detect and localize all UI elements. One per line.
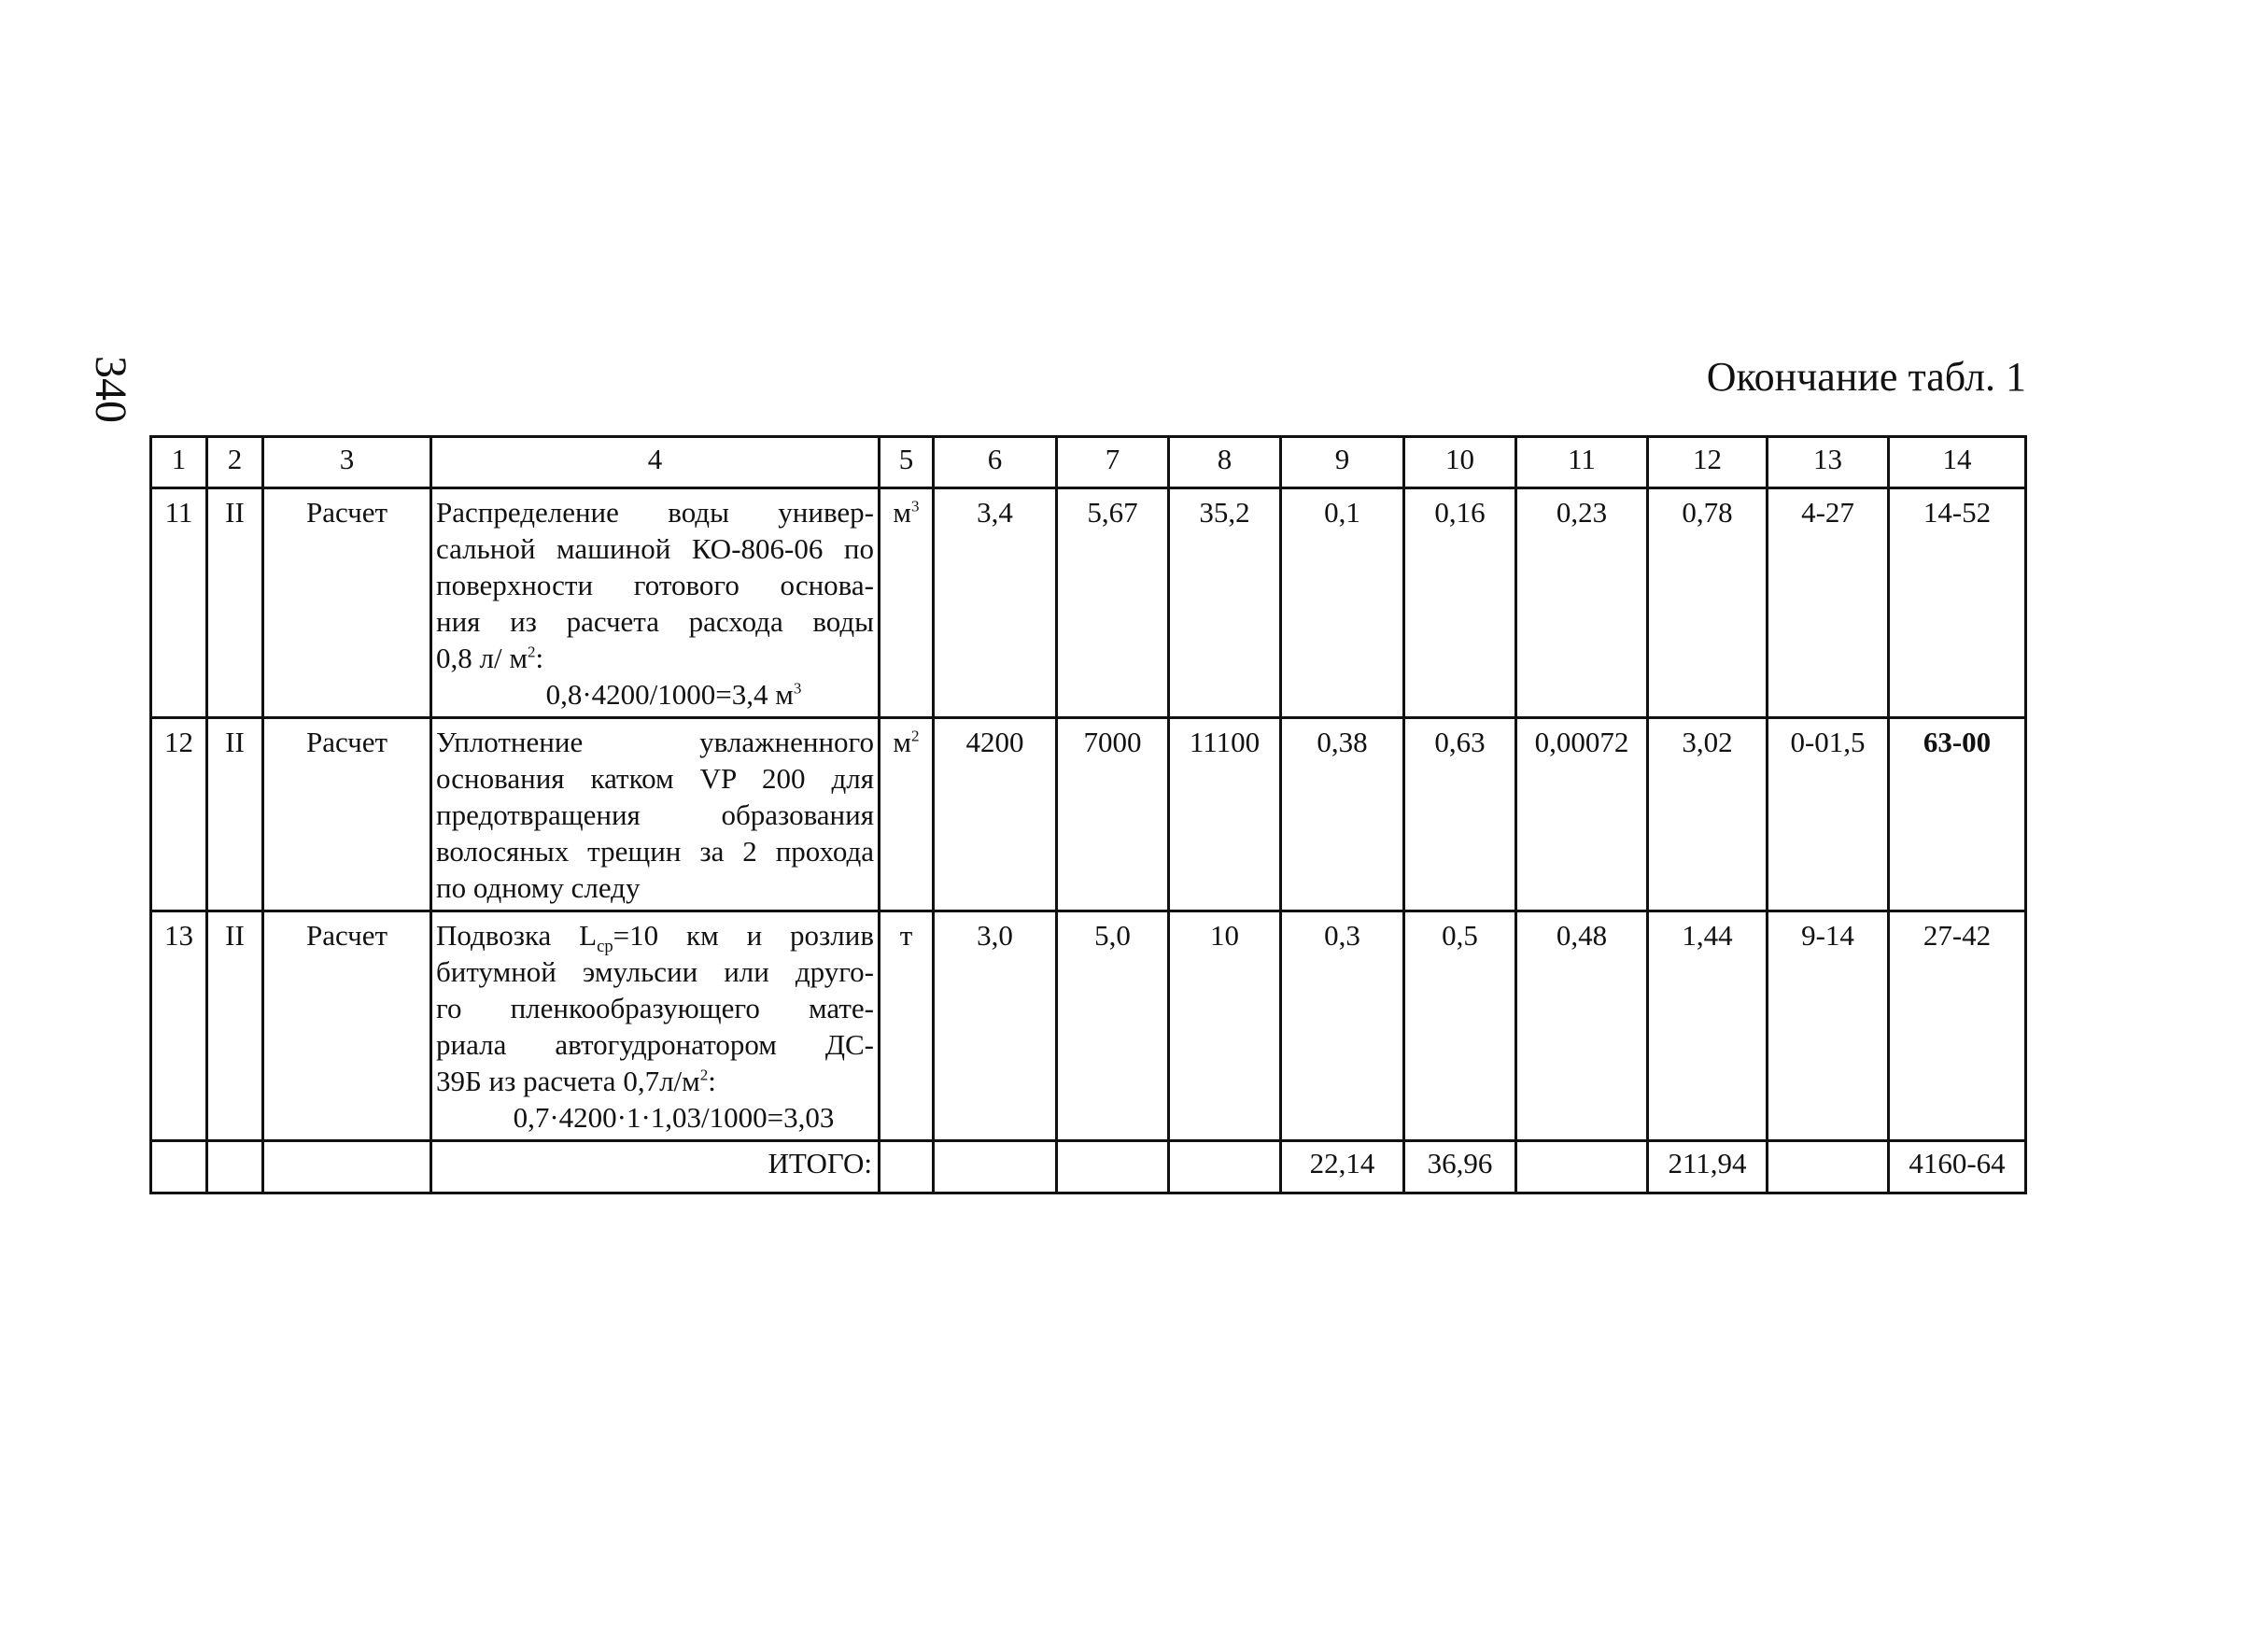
header-cell: 5 <box>880 437 934 488</box>
formula: 0,7·4200·1·1,03/1000=3,03 <box>513 1101 835 1134</box>
cell-col6: 3,4 <box>934 488 1057 718</box>
cell-col10: 0,5 <box>1404 911 1516 1141</box>
total-col10: 36,96 <box>1404 1141 1516 1193</box>
cell-col12: 0,78 <box>1648 488 1768 718</box>
cell-col11: 0,00072 <box>1516 718 1648 911</box>
description-line: сальной машиной КО-806-06 по <box>436 532 874 565</box>
superscript: 3 <box>793 679 802 698</box>
header-cell: 4 <box>431 437 880 488</box>
empty-cell <box>1768 1141 1889 1193</box>
empty-cell <box>263 1141 431 1193</box>
row-description <box>431 488 880 718</box>
cell-col10: 0,63 <box>1404 718 1516 911</box>
description-line: битумной эмульсии или друго- <box>436 955 874 988</box>
cell-col13: 9-14 <box>1768 911 1889 1141</box>
page-number: 340 <box>86 356 135 423</box>
table-header-row <box>151 437 2026 488</box>
total-col9: 22,14 <box>1281 1141 1404 1193</box>
cell-col9: 0,38 <box>1281 718 1404 911</box>
empty-cell <box>1516 1141 1648 1193</box>
superscript: 2 <box>911 727 920 745</box>
row-number: 12 <box>151 718 207 911</box>
table-row <box>151 911 2026 1141</box>
row-description <box>431 911 880 1141</box>
cell-col6: 4200 <box>934 718 1057 911</box>
description-line <box>436 640 874 676</box>
cell-col11: 0,23 <box>1516 488 1648 718</box>
cell-col12: 3,02 <box>1648 718 1768 911</box>
row-source: Расчет <box>263 911 431 1141</box>
cell-col13: 0-01,5 <box>1768 718 1889 911</box>
description-line: Распределение воды универ- <box>436 496 874 529</box>
row-source: Расчет <box>263 488 431 718</box>
cell-col8: 10 <box>1169 911 1281 1141</box>
description-line: волосяных трещин за 2 прохода <box>436 835 874 868</box>
row-unit <box>880 718 934 911</box>
description-text: 0,8 л/ м <box>436 642 528 674</box>
cell-col8: 35,2 <box>1169 488 1281 718</box>
empty-cell <box>1057 1141 1169 1193</box>
header-cell: 13 <box>1768 437 1889 488</box>
header-cell: 11 <box>1516 437 1648 488</box>
total-row <box>151 1141 2026 1193</box>
cell-col7: 7000 <box>1057 718 1169 911</box>
row-number: 11 <box>151 488 207 718</box>
superscript: 2 <box>699 1066 709 1084</box>
description-line: ния из расчета расхода воды <box>436 605 874 638</box>
description-line: го пленкообразующего мате- <box>436 992 874 1024</box>
header-cell: 9 <box>1281 437 1404 488</box>
header-cell: 12 <box>1648 437 1768 488</box>
description-line: по одному следу <box>436 871 641 904</box>
header-cell: 6 <box>934 437 1057 488</box>
total-col14: 4160-64 <box>1889 1141 2026 1193</box>
header-cell: 14 <box>1889 437 2026 488</box>
empty-cell <box>151 1141 207 1193</box>
description-text: =10 км и розлив <box>613 919 874 952</box>
cell-col13: 4-27 <box>1768 488 1889 718</box>
table-row <box>151 718 2026 911</box>
description-text: : <box>535 642 544 674</box>
row-number: 13 <box>151 911 207 1141</box>
description-line: основания катком VP 200 для <box>436 762 874 795</box>
row-category: II <box>207 718 263 911</box>
cell-col9: 0,3 <box>1281 911 1404 1141</box>
unit-text: м <box>893 496 912 529</box>
subscript: ср <box>597 937 613 957</box>
total-label: ИТОГО: <box>431 1141 880 1193</box>
header-cell: 7 <box>1057 437 1169 488</box>
superscript: 2 <box>527 642 536 661</box>
row-category: II <box>207 488 263 718</box>
cell-col7: 5,67 <box>1057 488 1169 718</box>
formula-text: 0,8·4200/1000=3,4 м <box>545 678 794 711</box>
header-cell: 10 <box>1404 437 1516 488</box>
cell-col14: 14-52 <box>1889 488 2026 718</box>
total-col12: 211,94 <box>1648 1141 1768 1193</box>
description-text: 39Б из расчета 0,7л/м <box>436 1065 700 1097</box>
cell-col12: 1,44 <box>1648 911 1768 1141</box>
cell-col14: 27-42 <box>1889 911 2026 1141</box>
row-unit <box>880 488 934 718</box>
description-line: предотвращения образования <box>436 798 874 831</box>
empty-cell <box>207 1141 263 1193</box>
description-line <box>436 1063 874 1099</box>
row-category: II <box>207 911 263 1141</box>
table-row <box>151 488 2026 718</box>
formula <box>436 676 874 713</box>
cell-col7: 5,0 <box>1057 911 1169 1141</box>
header-cell: 1 <box>151 437 207 488</box>
empty-cell <box>934 1141 1057 1193</box>
description-line: поверхности готового основа- <box>436 569 874 601</box>
empty-cell <box>880 1141 934 1193</box>
cell-col8: 11100 <box>1169 718 1281 911</box>
cell-col6: 3,0 <box>934 911 1057 1141</box>
row-description <box>431 718 880 911</box>
header-cell: 8 <box>1169 437 1281 488</box>
description-line: риала автогудронатором ДС- <box>436 1028 874 1061</box>
header-cell: 3 <box>263 437 431 488</box>
calculation-table <box>149 435 2027 1194</box>
cell-col11: 0,48 <box>1516 911 1648 1141</box>
description-text: : <box>708 1065 716 1097</box>
unit-text: м <box>893 726 912 758</box>
cell-col10: 0,16 <box>1404 488 1516 718</box>
cell-col9: 0,1 <box>1281 488 1404 718</box>
superscript: 3 <box>911 497 920 515</box>
row-unit: т <box>880 911 934 1141</box>
header-cell: 2 <box>207 437 263 488</box>
row-source: Расчет <box>263 718 431 911</box>
description-line: Уплотнение увлажненного <box>436 726 874 758</box>
description-line <box>436 917 874 957</box>
cell-col14: 63-00 <box>1889 718 2026 911</box>
table-caption: Окончание табл. 1 <box>1706 354 2026 400</box>
empty-cell <box>1169 1141 1281 1193</box>
description-text: Подвозка L <box>436 919 598 952</box>
